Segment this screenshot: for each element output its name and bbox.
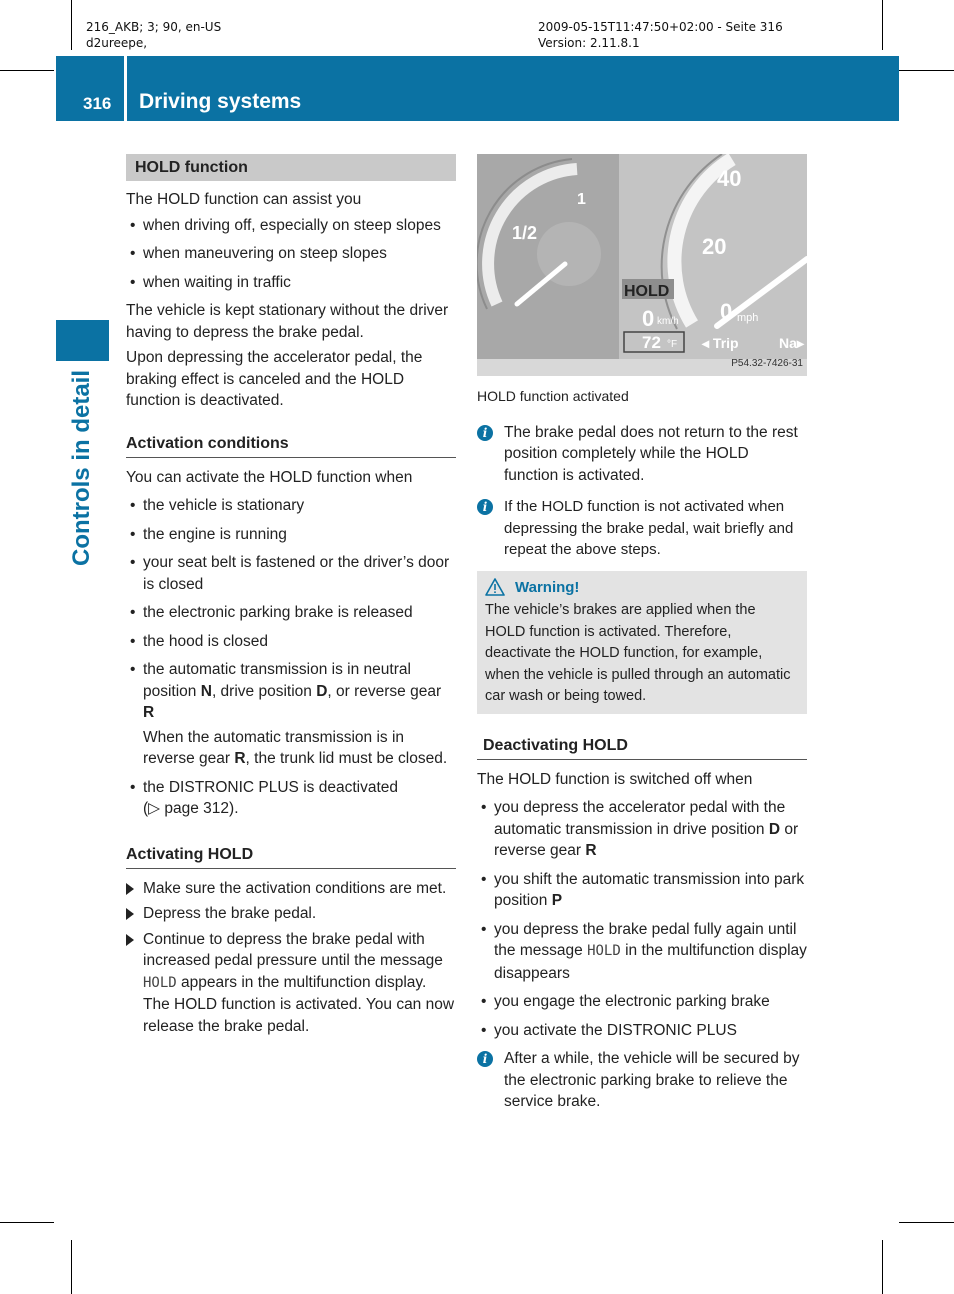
hold-display: HOLD xyxy=(624,283,670,300)
paragraph: Upon depressing the accelerator pedal, the braking effect is canceled and the HOLD function is deactivated. xyxy=(126,349,423,409)
gear-r: R xyxy=(143,704,155,721)
warning-header xyxy=(485,577,799,599)
list-item xyxy=(477,919,807,985)
page-reference: (▷ page 312). xyxy=(143,800,239,817)
subheading-deactivating-hold: Deactivating HOLD xyxy=(477,736,807,760)
gear-n: N xyxy=(200,682,212,700)
hold-intro: The HOLD function can assist you xyxy=(126,191,362,208)
activation-intro: You can activate the HOLD function when xyxy=(126,468,413,486)
step-text: Continue to depress the brake pedal with increased pedal pressure until the message xyxy=(143,930,443,969)
deactivating-intro: The HOLD function is switched off when xyxy=(477,770,753,788)
speed-label-20: 20 xyxy=(702,234,727,259)
crop-mark xyxy=(0,70,54,71)
trunk-note xyxy=(126,727,456,770)
step-text: Make sure the activation conditions are met. xyxy=(143,879,447,897)
figure-code: P54.32-7426-31 xyxy=(731,357,803,369)
step-item xyxy=(126,903,456,925)
step-text: appears in the multifunction display. The HOLD function is activated. You can now release the brake pedal. xyxy=(143,973,455,1035)
info-icon: i xyxy=(477,1051,493,1067)
list-item: • you activate the DISTRONIC PLUS xyxy=(477,1020,807,1042)
list-item xyxy=(477,797,807,862)
warning-box xyxy=(477,571,807,714)
arrow-right-icon xyxy=(126,883,134,895)
crop-mark xyxy=(899,1222,954,1223)
text: , the trunk lid must be closed. xyxy=(245,750,448,767)
page-number: 316 xyxy=(83,94,112,113)
list-item xyxy=(477,869,807,912)
warning-title: Warning! xyxy=(515,578,580,596)
display-message-hold: HOLD xyxy=(143,974,177,991)
deactivating-list xyxy=(477,797,807,1041)
text: When the automatic transmission is in reverse gear xyxy=(143,728,405,767)
list-item: • when maneuvering on steep slopes xyxy=(126,243,456,265)
text: you depress the brake pedal fully again until the message xyxy=(494,920,797,959)
chapter-title: Driving systems xyxy=(139,90,302,113)
temperature-value: 72 xyxy=(642,333,661,352)
print-meta-left-line1: 216_AKB; 3; 90, en-US xyxy=(86,20,222,34)
list-item: • the hood is closed xyxy=(126,631,456,653)
warning-text: The vehicle’s brakes are applied when the HOLD function is activated. Therefore, deactivate the HOLD function, for example, when the vehicle is pulled through an automatic car wash or being towed. xyxy=(485,602,791,704)
crop-mark xyxy=(899,70,954,71)
figure-caption: HOLD function activated xyxy=(477,388,629,404)
activation-list xyxy=(126,495,456,820)
gear-r: R xyxy=(585,842,597,859)
subheading-activation-conditions: Activation conditions xyxy=(126,434,456,458)
text: or reverse gear xyxy=(494,820,799,859)
text: the DISTRONIC PLUS is deactivated xyxy=(143,778,398,796)
gear-d: D xyxy=(768,820,781,838)
left-column xyxy=(126,154,456,1041)
info-text: The brake pedal does not return to the rest position completely while the HOLD function is activated. xyxy=(504,423,798,484)
side-chapter-title: Controls in detail xyxy=(68,369,95,567)
list-item: • you engage the electronic parking brake xyxy=(477,991,807,1013)
list-item-distronic xyxy=(126,777,456,820)
info-note xyxy=(477,496,807,561)
list-item: • the vehicle is stationary xyxy=(126,495,456,517)
nav-menu-label: Na▸ xyxy=(779,335,804,351)
print-meta-left xyxy=(86,19,221,51)
crop-mark xyxy=(71,0,72,50)
subheading-activating-hold: Activating HOLD xyxy=(126,845,456,869)
arrow-right-icon xyxy=(126,908,134,920)
print-meta-right xyxy=(538,19,783,51)
step-text: Depress the brake pedal. xyxy=(143,905,317,922)
list-item: • when waiting in traffic xyxy=(126,272,456,294)
trip-menu-label: ◂ Trip xyxy=(702,335,739,351)
display-message-hold: HOLD xyxy=(587,943,621,959)
step-item xyxy=(126,929,456,1038)
right-column xyxy=(477,154,807,1123)
assist-list xyxy=(126,215,456,294)
header-divider xyxy=(124,56,127,121)
print-meta-right-line2: Version: 2.11.8.1 xyxy=(538,36,640,50)
crop-mark xyxy=(882,1240,883,1294)
list-item: • the engine is running xyxy=(126,524,456,546)
instrument-cluster-figure xyxy=(477,154,807,376)
info-note xyxy=(477,422,807,487)
instrument-cluster-image xyxy=(477,154,807,376)
side-tab xyxy=(56,320,109,361)
crop-mark xyxy=(882,0,883,50)
warning-triangle-icon xyxy=(485,578,505,596)
list-item: • when driving off, especially on steep slopes xyxy=(126,215,456,237)
fuel-label-1: 1 xyxy=(577,191,586,208)
section-title: HOLD function xyxy=(126,154,456,181)
list-item: • your seat belt is fastened or the driver’s door is closed xyxy=(126,552,456,595)
text: in the multifunction display disappears xyxy=(494,942,807,982)
speed-value: 0 xyxy=(642,306,655,331)
paragraph: The vehicle is kept stationary without the driver having to depress the brake pedal. xyxy=(126,302,449,341)
gear-r: R xyxy=(234,750,246,767)
speed-unit: km/h xyxy=(657,316,679,327)
mph-label: mph xyxy=(737,312,759,324)
text: the automatic transmission is in neutral position xyxy=(143,661,411,700)
text: , or reverse gear xyxy=(327,682,442,700)
fuel-label-half: 1/2 xyxy=(512,223,538,243)
print-meta-right-line1: 2009-05-15T11:47:50+02:00 - Seite 316 xyxy=(538,20,783,34)
info-icon: i xyxy=(477,499,493,515)
temperature-unit: °F xyxy=(667,339,678,350)
speed-label-0: 0 xyxy=(720,299,733,324)
crop-mark xyxy=(0,1222,54,1223)
info-text: If the HOLD function is not activated when depressing the brake pedal, wait briefly and repeat the above steps. xyxy=(504,498,794,558)
text: you shift the automatic transmission into park position xyxy=(494,870,805,909)
text: you depress the accelerator pedal with the automatic transmission in drive position xyxy=(494,799,786,838)
print-meta-left-line2: d2ureepe, xyxy=(86,36,148,50)
text: , drive position xyxy=(211,682,317,700)
gear-p: P xyxy=(551,892,563,909)
speed-label-40: 40 xyxy=(717,166,742,191)
crop-mark xyxy=(71,1240,72,1294)
gear-d: D xyxy=(316,682,328,700)
arrow-right-icon xyxy=(126,934,134,946)
info-icon: i xyxy=(477,425,493,441)
list-item: • the electronic parking brake is released xyxy=(126,602,456,624)
info-note xyxy=(477,1048,807,1113)
step-item xyxy=(126,878,456,900)
list-item-transmission xyxy=(126,659,456,724)
info-text: After a while, the vehicle will be secured by the electronic parking brake to relieve the service brake. xyxy=(504,1050,800,1110)
